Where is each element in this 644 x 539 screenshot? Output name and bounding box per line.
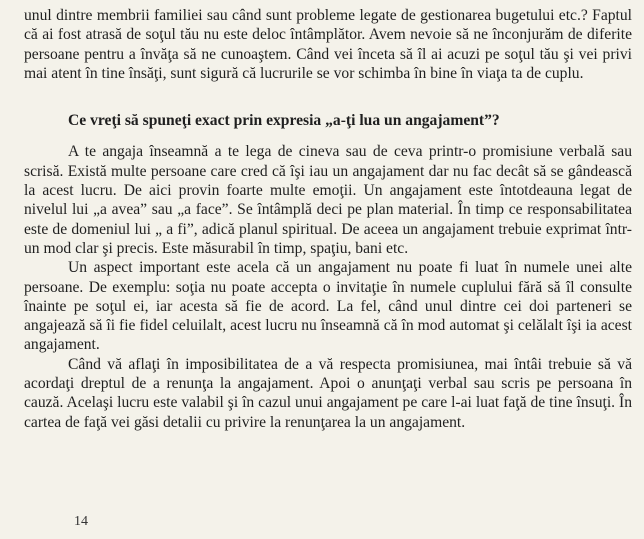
paragraph-2: Un aspect important este acela că un angajament nu poate fi luat în numele unei alte persoane. De exemplu: soţia nu poate accepta o invitaţie în numele cuplului fără să îl consulte înainte pe soţul ei, iar acesta să fie de acord. La fel, când unul dintre cei doi parteneri se angajează să îi fie fidel celuilalt, acest lucru nu înseamnă că în mod automat şi celălalt îşi ia acest angajament. [24, 259, 632, 354]
page-number: 14 [74, 514, 88, 529]
intro-paragraph: unul dintre membrii familiei sau când sunt probleme legate de gestionarea bugetului etc.? Faptul că ai fost atrasă de soţul tău nu este deloc întâmplător. Avem nevoie să ne înconjurăm de diferite persoane pentru a învăţa să ne cunoaştem. Când vei înceta să îl ai acuzi pe soţul tău şi vei privi mai atent în tine însăţi, sunt sigură că lucrurile se vor schimba în bine în viaţa ta de cuplu. [24, 7, 632, 82]
section-heading: Ce vreţi să spuneţi exact prin expresia „a-ţi lua un angajament”? [68, 112, 500, 130]
paragraph-3: Când vă aflaţi în imposibilitatea de a vă respecta promisiunea, mai întâi trebuie să vă acordaţi dreptul de a renunţa la angajament. Apoi o anunţaţi verbal sau scris pe persoana în cauză. Acelaşi lucru este valabil şi în cazul unui angajament pe care l-ai luat faţă de tine însuţi. În cartea de faţă vei găsi detalii cu privire la renunţarea la un angajament. [24, 355, 632, 431]
page-body [24, 6, 632, 432]
paragraph-1: A te angaja înseamnă a te lega de cineva sau de ceva printr-o promisiune verbală sau scrisă. Există multe persoane care cred că îşi iau un angajament dar nu fac decât să se gândească la acest lucru. De aici provin foarte multe emoţii. Un angajament este întotdeauna legat de nivelul lui „a avea” sau „a face”. Se întâmplă deci pe plan material. În timp ce responsabilitatea este de domeniul lui „ a fi”, adică planul spiritual. De aceea un angajament trebuie exprimat într-un mod clar şi precis. Este măsurabil în timp, spaţiu, bani etc. [24, 143, 632, 257]
